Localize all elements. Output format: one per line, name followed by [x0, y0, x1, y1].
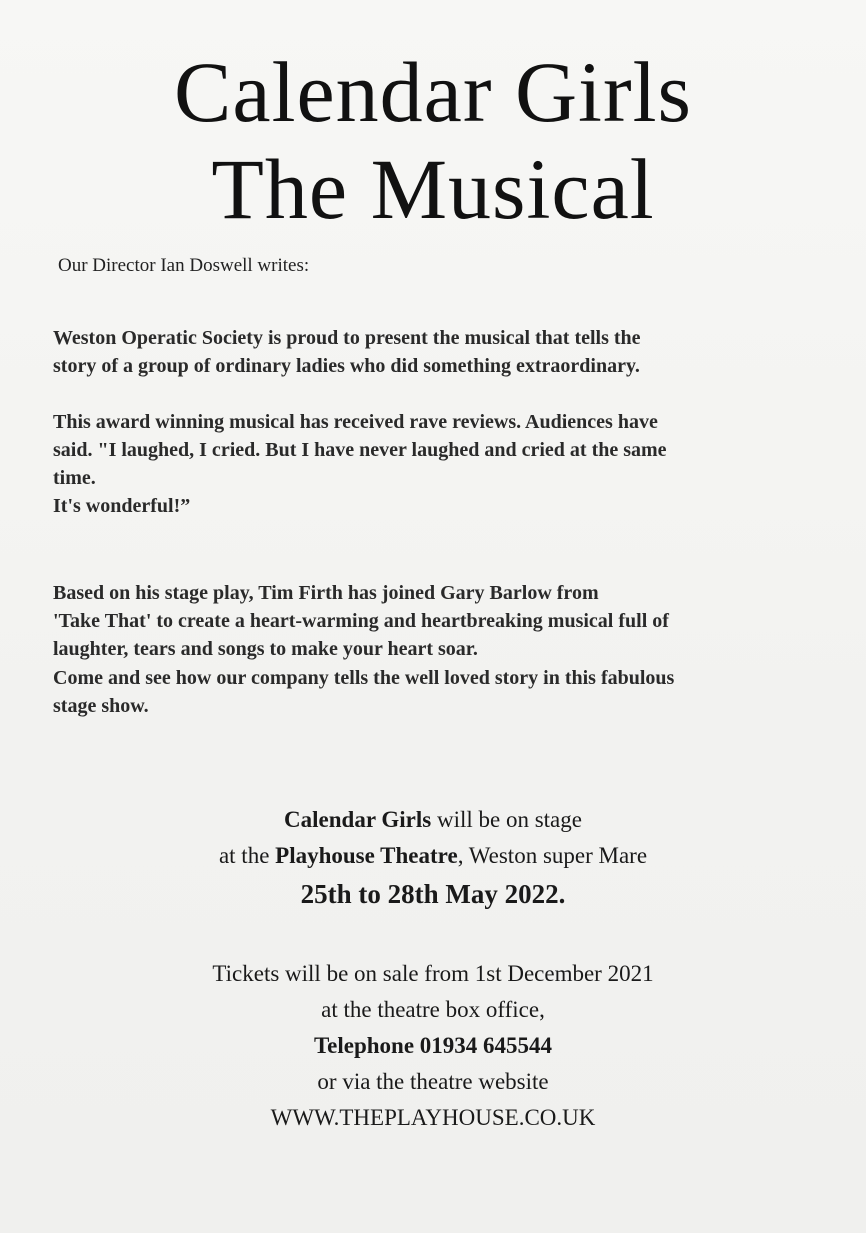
tickets-on-sale: Tickets will be on sale from 1st December 2021 [212, 961, 654, 986]
at-the-text: at the [218, 843, 276, 868]
paragraph-presentation [53, 324, 823, 380]
show-dates: 25th to 28th May 2022. [300, 879, 566, 909]
website-intro: or via the theatre website [317, 1069, 549, 1094]
venue-location: , Weston super Mare [457, 843, 648, 868]
paragraph-line: laughter, tears and songs to make your heart soar. [53, 638, 478, 660]
poster-title-line2: The Musical [211, 141, 655, 237]
paragraph-line: time. [53, 467, 96, 489]
show-name: Calendar Girls [284, 807, 432, 832]
on-stage-text: will be on stage [431, 807, 582, 832]
poster-title-line1: Calendar Girls [174, 44, 692, 140]
ticket-info [0, 956, 866, 1136]
stage-info [0, 802, 866, 914]
venue-name: Playhouse Theatre [275, 843, 458, 868]
paragraph-line: story of a group of ordinary ladies who did something extraordinary. [53, 355, 640, 377]
paragraph-creators [53, 579, 823, 663]
paragraph-line: It's wonderful!” [53, 495, 191, 517]
website-url: WWW.THEPLAYHOUSE.CO.UK [270, 1105, 596, 1130]
box-office-text: at the theatre box office, [321, 997, 545, 1022]
paragraph-line: said. "I laughed, I cried. But I have never laughed and cried at the same [53, 439, 667, 461]
stage-line-1 [0, 802, 866, 838]
stage-line-2 [0, 838, 866, 874]
paragraph-line: Come and see how our company tells the well loved story in this fabulous [53, 667, 675, 689]
paragraph-reviews [53, 408, 823, 520]
paragraph-line: stage show. [53, 695, 149, 717]
paragraph-invitation [53, 664, 823, 720]
paragraph-line: Weston Operatic Society is proud to present the musical that tells the [53, 327, 641, 349]
director-intro: Our Director Ian Doswell writes: [58, 255, 310, 276]
paragraph-line: This award winning musical has received rave reviews. Audiences have [53, 411, 658, 433]
telephone-number: Telephone 01934 645544 [313, 1033, 553, 1058]
paragraph-line: Based on his stage play, Tim Firth has joined Gary Barlow from [53, 582, 599, 604]
paragraph-line: 'Take That' to create a heart-warming and heartbreaking musical full of [53, 610, 669, 632]
